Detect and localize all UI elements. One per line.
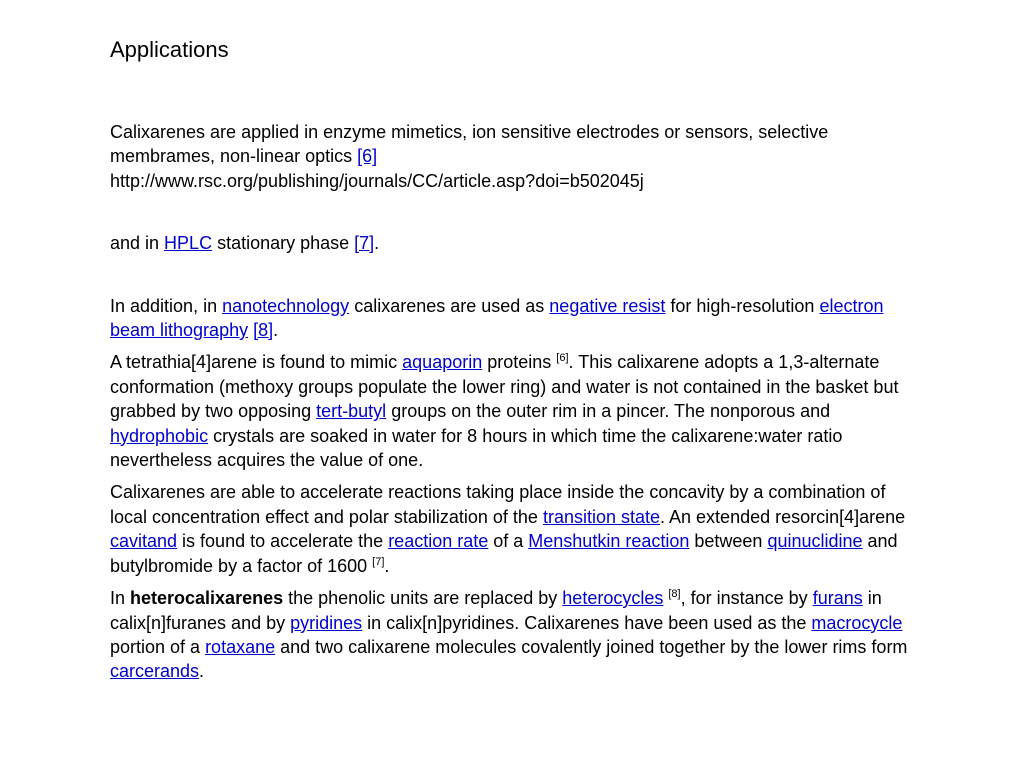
text: and two calixarene molecules covalently joined together by the lower rims form	[275, 636, 908, 657]
text: crystals are soaked in water for 8 hours in which time the calixarene:water ratio nevertheless acquires the value of one.	[110, 425, 843, 471]
aquaporin-link[interactable]: aquaporin	[402, 352, 483, 373]
text: proteins	[482, 352, 557, 373]
text: .	[374, 233, 380, 254]
paragraph-accelerate	[110, 480, 920, 578]
text: .	[273, 320, 279, 341]
text: groups on the outer rim in a pincer. The nonporous and	[386, 401, 831, 422]
paragraph-applications	[110, 120, 920, 193]
text: . An extended resorcin[4]arene	[660, 506, 906, 527]
hydrophobic-link[interactable]: hydrophobic	[110, 425, 209, 446]
text: .	[384, 555, 390, 576]
paragraph-heterocalixarenes	[110, 586, 920, 684]
text: and in	[110, 233, 165, 254]
slide-content	[110, 36, 920, 684]
paragraph-nanotechnology	[110, 294, 920, 343]
text: Calixarenes are able to accelerate reactions taking place inside the concavity by a combination of local concentration effect and polar stabilization of the	[110, 482, 886, 527]
nanotechnology-link[interactable]: nanotechnology	[222, 295, 350, 316]
quinuclidine-link[interactable]: quinuclidine	[767, 531, 863, 552]
text: Calixarenes are applied in enzyme mimetics, ion sensitive electrodes or sensors, selective membrames, non-linear optics	[110, 122, 829, 167]
url-text: http://www.rsc.org/publishing/journals/CC/article.asp?doi=b502045j	[110, 170, 644, 191]
rotaxane-link[interactable]: rotaxane	[205, 636, 276, 657]
text: in calix[n]furanes and by	[110, 588, 882, 633]
pyridines-link[interactable]: pyridines	[290, 612, 363, 633]
carcerands-link[interactable]: carcerands	[110, 661, 200, 682]
text: between	[689, 531, 768, 552]
menshutkin-reaction-link[interactable]: Menshutkin reaction	[528, 531, 690, 552]
macrocycle-link[interactable]: macrocycle	[811, 612, 903, 633]
ref-link-6[interactable]: [6]	[357, 146, 378, 167]
text: and butylbromide by a factor of 1600	[110, 531, 898, 576]
paragraph-hplc	[110, 231, 920, 255]
text: , for instance by	[680, 588, 813, 609]
negative-resist-link[interactable]: negative resist	[549, 295, 666, 316]
bold-term: heterocalixarenes	[130, 588, 284, 609]
text: . This calixarene adopts a 1,3-alternate conformation (methoxy groups populate the lower ring) and water is not contained in the basket but grabbed by two opposing	[110, 352, 899, 422]
ref-link-8[interactable]: [8]	[253, 320, 274, 341]
text: is found to accelerate the	[177, 531, 389, 552]
ref-link-7[interactable]: [7]	[354, 233, 375, 254]
citation-superscript: [7]	[372, 555, 385, 568]
heterocycles-link[interactable]: heterocycles	[562, 588, 664, 609]
hplc-link[interactable]: HPLC	[164, 233, 213, 254]
tert-butyl-link[interactable]: tert-butyl	[316, 401, 387, 422]
text: In addition, in	[110, 295, 223, 316]
text: for high-resolution	[665, 295, 820, 316]
text: calixarenes are used as	[349, 295, 550, 316]
text: of a	[488, 531, 529, 552]
electron-beam-lithography-link[interactable]: electron beam lithography	[110, 295, 884, 341]
text: in calix[n]pyridines. Calixarenes have been used as the	[362, 612, 812, 633]
citation-superscript: [8]	[668, 588, 681, 601]
paragraph-tetrathia	[110, 350, 920, 472]
text: A tetrathia[4]arene is found to mimic	[110, 352, 403, 373]
text: .	[199, 661, 205, 682]
cavitand-link[interactable]: cavitand	[110, 531, 178, 552]
citation-superscript: [6]	[556, 352, 569, 365]
transition-state-link[interactable]: transition state	[542, 506, 661, 527]
text: portion of a	[110, 636, 206, 657]
text: the phenolic units are replaced by	[283, 588, 563, 609]
text: stationary phase	[212, 233, 355, 254]
furans-link[interactable]: furans	[812, 588, 863, 609]
reaction-rate-link[interactable]: reaction rate	[388, 531, 489, 552]
slide-title: Applications	[110, 37, 229, 62]
text: In	[110, 588, 131, 609]
